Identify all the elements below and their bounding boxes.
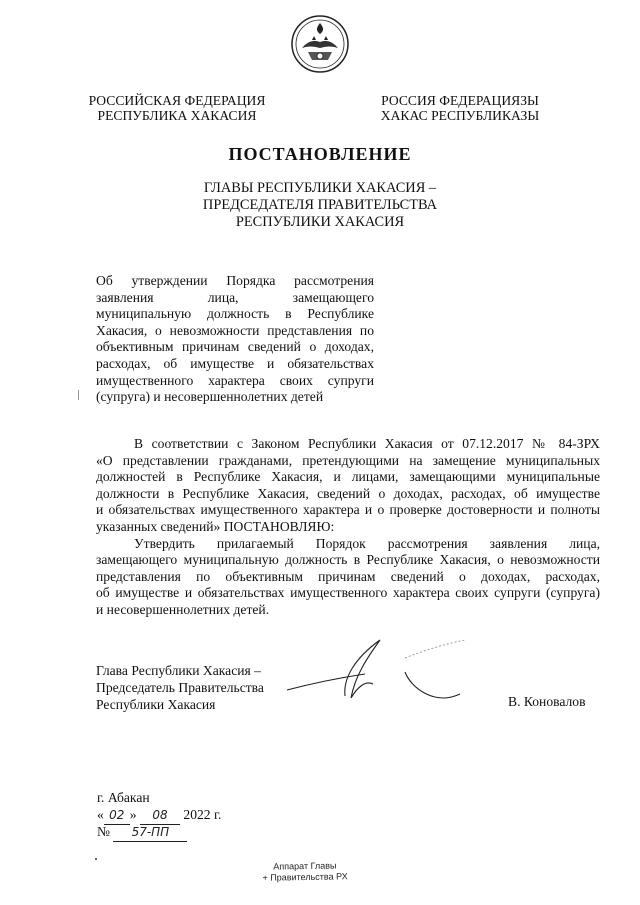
handwritten-signature <box>285 628 485 728</box>
signatory-name: В. Коновалов <box>508 694 586 709</box>
body-line: указанных сведений» ПОСТАНОВЛЯЮ: <box>96 518 335 534</box>
city-label: г. Абакан <box>97 790 150 805</box>
issuer-line-3: РЕСПУБЛИКИ ХАКАСИЯ <box>235 214 405 230</box>
date-close-quote: » <box>129 807 137 822</box>
issuer-line-2: ПРЕДСЕДАТЕЛЯ ПРАВИТЕЛЬСТВА <box>202 197 438 213</box>
header-left-line-1: РОССИЙСКАЯ ФЕДЕРАЦИЯ <box>88 93 266 108</box>
body-line: Утвердить прилагаемый Порядок рассмотрения заявления лица, <box>134 535 600 551</box>
stamp-line: + Правительства РХ <box>262 871 348 883</box>
subject-line: муниципальную должность в Республике <box>96 306 374 322</box>
header-right-line-1: РОССИЯ ФЕДЕРАЦИЯЗЫ <box>381 93 539 108</box>
subject-line: расходах, об имуществе и обязательствах <box>96 355 374 371</box>
scan-dot <box>95 858 97 860</box>
body-line: об имуществе и обязательствах имущественного характера своих супруги (супруга) <box>96 585 600 601</box>
registration-stamp <box>250 860 360 884</box>
header-left-line-2: РЕСПУБЛИКА ХАКАСИЯ <box>97 108 257 123</box>
issuer-line-1: ГЛАВЫ РЕСПУБЛИКИ ХАКАСИЯ – <box>203 180 437 196</box>
body-line: В соответствии с Законом Республики Хакасия от 07.12.2017 № 84-ЗРХ <box>134 436 600 451</box>
body-line: должностей в Республике Хакасия, и лицами, замещающими муниципальные <box>96 469 600 485</box>
signatory-position-line: Глава Республики Хакасия – <box>96 663 261 678</box>
body-text <box>96 436 600 619</box>
body-line: должности в Республике Хакасия, сведений о доходах, расходах, об имуществе <box>96 485 600 501</box>
header-left-block <box>57 93 297 123</box>
date-month: 08 <box>140 807 180 825</box>
subject-line: Об утверждении Порядка рассмотрения <box>96 273 374 288</box>
subject-line: объективным причинам сведений о доходах, <box>96 339 374 355</box>
signatory-position-line: Республики Хакасия <box>96 697 216 712</box>
margin-mark <box>78 390 79 400</box>
date-day: 02 <box>104 807 130 825</box>
subject-line: (супруга) и несовершеннолетних детей <box>96 389 324 405</box>
body-line: представления по объективным причинам сведений о доходах, расходах, <box>96 568 600 584</box>
body-line: «О представлении гражданами, претендующими на замещение муниципальных <box>96 452 600 468</box>
date-year: 2022 г. <box>183 807 222 822</box>
number-label: № <box>97 824 110 839</box>
signatory-position-line: Председатель Правительства <box>96 680 264 695</box>
header-right-line-2: ХАКАС РЕСПУБЛИКАЗЫ <box>380 108 540 123</box>
stamp-line: Аппарат Главы <box>273 860 337 872</box>
number-line <box>97 823 187 842</box>
header-right-block <box>340 93 580 123</box>
body-line: и несовершеннолетних детей. <box>96 601 270 617</box>
subject-line: заявления лица, замещающего <box>96 289 374 305</box>
subject-line: имущественного характера своих супруги <box>96 372 374 388</box>
date-open-quote: « <box>97 807 104 822</box>
subject-block <box>96 273 374 406</box>
document-number: 57-ПП <box>113 824 187 842</box>
subject-line: Хакасия, о невозможности представления по <box>96 322 374 338</box>
body-line: замещающего муниципальную должность в Республике Хакасия, о невозможности <box>96 552 600 568</box>
issuer-block <box>0 180 640 231</box>
document-type-title: ПОСТАНОВЛЕНИЕ <box>228 144 412 164</box>
signatory-position <box>96 662 264 713</box>
body-line: и обязательствах имущественного характера и о проверке достоверности и полноты <box>96 502 600 518</box>
coat-of-arms-emblem <box>290 14 350 74</box>
